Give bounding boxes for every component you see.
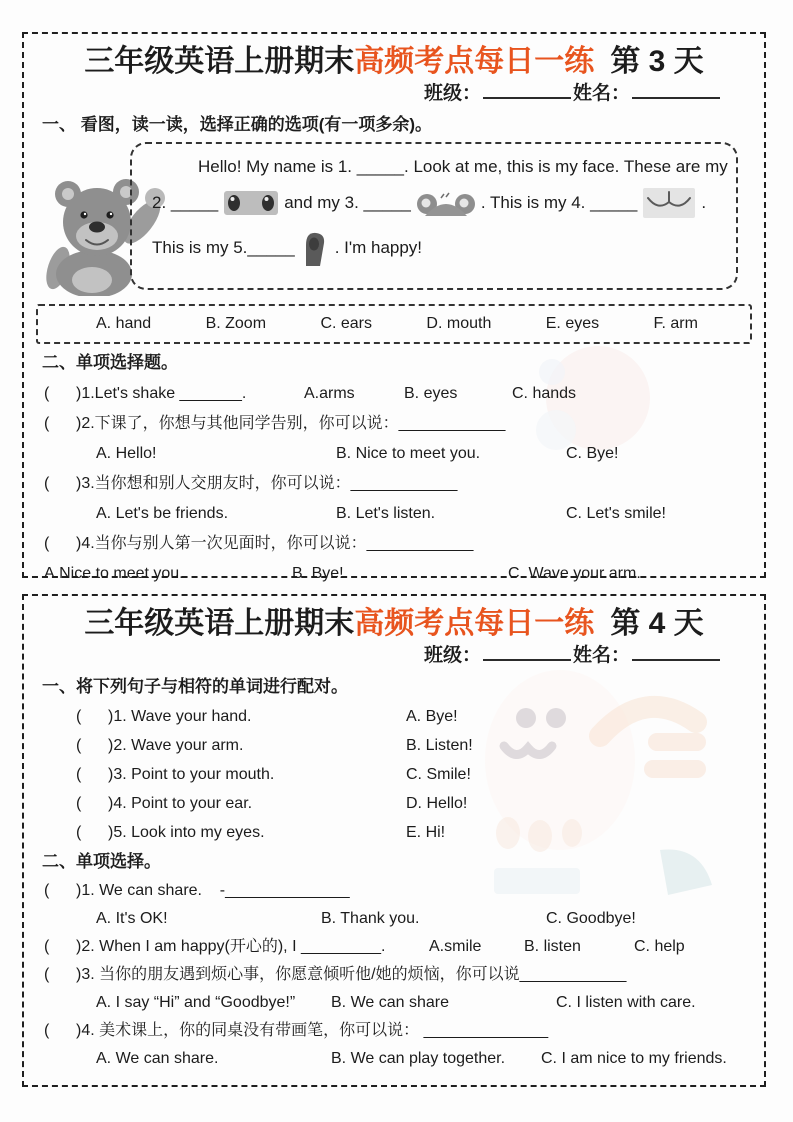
question-stem: ( )3. 当你的朋友遇到烦心事，你愿意倾听他/她的烦恼，你可以说____________ [44, 966, 627, 983]
match-row [76, 793, 764, 814]
passage-line1: Hello! My name is 1. _____. Look at me, this is my face. These are my [198, 157, 728, 176]
passage-line2-text-a: 2. _____ [152, 193, 219, 212]
word-bank [36, 304, 752, 344]
option-c: C. hands [512, 385, 577, 402]
option-c: C. help [634, 938, 685, 955]
section2-heading: 二、单项选择。 [42, 852, 161, 871]
option-a: A. We can share. [96, 1050, 219, 1067]
title-highlight: 高频考点每日一练 [354, 607, 595, 640]
question-4 [44, 1020, 764, 1041]
question-2-options [96, 443, 764, 464]
question-4 [44, 533, 764, 554]
arm-icon [301, 229, 329, 267]
name-label: 姓名： [572, 645, 630, 666]
match-word: D. Hello! [406, 795, 468, 812]
question-3-options [96, 503, 764, 524]
passage-line2-text-d: . [701, 193, 707, 212]
word-bank-option: B. Zoom [205, 315, 267, 332]
option-b: B. eyes [404, 385, 458, 402]
option-a: A.Nice to meet you. [44, 565, 184, 582]
option-a: A. Let's be friends. [96, 505, 229, 522]
passage-box [130, 142, 738, 290]
option-a: A.smile [429, 938, 482, 955]
class-blank [483, 644, 571, 661]
word-bank-option: A. hand [96, 315, 152, 332]
option-a: A. I say “Hi” and “Goodbye!” [96, 994, 296, 1011]
class-name-row [24, 82, 764, 106]
word-bank-option: E. eyes [545, 315, 600, 332]
match-word: E. Hi! [406, 824, 446, 841]
match-row [76, 822, 764, 843]
day3-worksheet [22, 32, 766, 582]
reading-passage-area [24, 142, 764, 294]
match-sentence: ( )2. Wave your arm. [76, 737, 244, 754]
option-c: C. Bye! [566, 445, 619, 462]
option-a: A. Hello! [96, 445, 157, 462]
question-stem: ( )2.下课了，你想与其他同学告别，你可以说：____________ [44, 415, 506, 432]
option-b: B. We can play together. [331, 1050, 506, 1067]
word-bank-option: D. mouth [426, 315, 492, 332]
question-3-options [96, 992, 764, 1013]
name-blank [632, 644, 720, 661]
passage-line2-text-c: . This is my 4. _____ [480, 193, 638, 212]
option-b: B. Nice to meet you. [336, 445, 481, 462]
question-stem: ( )4. 美术课上，你的同桌没有带画笔，你可以说： ______________ [44, 1022, 549, 1039]
title-day-number: 第 3 天 [610, 45, 704, 78]
passage-line3-text-b: . I'm happy! [334, 238, 423, 257]
match-word: A. Bye! [406, 708, 458, 725]
option-b: B. Bye! [292, 565, 344, 582]
class-label: 班级： [423, 645, 481, 666]
match-row [76, 764, 764, 785]
name-blank [632, 82, 720, 99]
option-a: A. It's OK! [96, 910, 168, 927]
question-stem: ( )1. We can share. -______________ [44, 882, 350, 899]
title-prefix: 三年级英语上册期末 [84, 45, 355, 78]
question-stem: ( )4.当你与别人第一次见面时，你可以说：____________ [44, 535, 474, 552]
match-sentence: ( )3. Point to your mouth. [76, 766, 275, 783]
question-2 [44, 413, 764, 434]
passage-line3 [152, 229, 722, 267]
class-name-row [24, 644, 764, 668]
match-sentence: ( )1. Wave your hand. [76, 708, 252, 725]
word-bank-option: F. arm [653, 315, 698, 332]
option-c: C. Let's smile! [566, 505, 666, 522]
option-c: C. I listen with care. [556, 994, 696, 1011]
option-b: B. listen [524, 938, 581, 955]
title-prefix: 三年级英语上册期末 [84, 607, 355, 640]
option-c: C. I am nice to my friends. [541, 1050, 727, 1067]
page-title [24, 44, 764, 80]
question-stem: ( )2. When I am happy(开心的), I _________. [44, 938, 386, 955]
section1-heading: 一、将下列句子与相符的单词进行配对。 [42, 677, 348, 696]
title-highlight: 高频考点每日一练 [354, 45, 595, 78]
question-2 [44, 936, 764, 957]
name-label: 姓名： [572, 83, 630, 104]
title-day-number: 第 4 天 [610, 607, 704, 640]
option-c: C. Goodbye! [546, 910, 636, 927]
question-4-options [96, 1048, 764, 1069]
question-stem: ( )3.当你想和别人交朋友时，你可以说：____________ [44, 475, 458, 492]
question-4-options [44, 563, 764, 584]
question-3 [44, 964, 764, 985]
question-stem: ( )1.Let's shake _______. [44, 385, 247, 402]
passage-line2 [152, 188, 722, 218]
passage-line3-text-a: This is my 5._____ [152, 238, 295, 257]
passage-line2-text-b: and my 3. _____ [284, 193, 411, 212]
class-blank [483, 82, 571, 99]
option-b: B. Let's listen. [336, 505, 436, 522]
eyes-icon [224, 190, 278, 216]
section1-heading: 一、 看图，读一读，选择正确的选项(有一项多余)。 [42, 115, 433, 134]
option-a: A.arms [304, 385, 355, 402]
ears-icon [417, 188, 475, 218]
question-1 [44, 383, 764, 404]
word-bank-option: C. ears [320, 315, 373, 332]
class-label: 班级： [423, 83, 481, 104]
page-title [24, 606, 764, 642]
mouth-icon [643, 188, 695, 218]
day4-worksheet [22, 594, 766, 1087]
match-sentence: ( )5. Look into my eyes. [76, 824, 265, 841]
option-b: B. Thank you. [321, 910, 420, 927]
section2-heading: 二、单项选择题。 [42, 353, 178, 372]
match-sentence: ( )4. Point to your ear. [76, 795, 253, 812]
match-word: C. Smile! [406, 766, 471, 783]
option-c: C. Wave your arm. [508, 565, 641, 582]
match-row [76, 735, 764, 756]
question-1 [44, 880, 764, 901]
match-row [76, 706, 764, 727]
question-1-options [96, 908, 764, 929]
option-b: B. We can share [331, 994, 449, 1011]
match-word: B. Listen! [406, 737, 473, 754]
question-3 [44, 473, 764, 494]
